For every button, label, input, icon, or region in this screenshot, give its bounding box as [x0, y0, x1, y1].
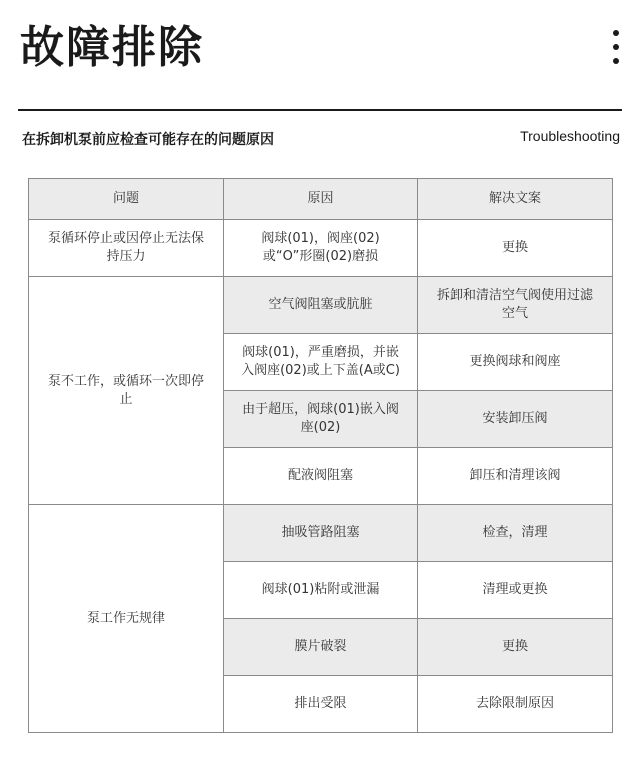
troubleshooting-table	[28, 178, 613, 733]
cause-cell: 空气阀阻塞或肮脏	[224, 277, 418, 334]
app-header	[0, 0, 640, 112]
table-row	[29, 277, 613, 334]
table-row	[29, 505, 613, 562]
header-divider	[18, 109, 622, 111]
more-vertical-icon[interactable]	[604, 30, 628, 64]
solution-cell: 更换	[418, 619, 613, 676]
page-title: 故障排除	[20, 22, 204, 73]
section-subtitle: 在拆卸机泵前应检查可能存在的问题原因	[22, 132, 274, 148]
solution-cell: 拆卸和清洁空气阀使用过滤空气	[418, 277, 613, 334]
solution-cell: 清理或更换	[418, 562, 613, 619]
table-header-row	[29, 179, 613, 220]
problem-cell: 泵循环停止或因停止无法保持压力	[29, 220, 224, 277]
cause-cell: 阀球(01)粘附或泄漏	[224, 562, 418, 619]
cause-cell: 排出受限	[224, 676, 418, 733]
cause-cell: 抽吸管路阻塞	[224, 505, 418, 562]
cause-cell: 膜片破裂	[224, 619, 418, 676]
problem-cell: 泵工作无规律	[29, 505, 224, 733]
column-header-solution: 解决文案	[418, 179, 613, 220]
problem-cell: 泵不工作，或循环一次即停止	[29, 277, 224, 505]
column-header-problem: 问题	[29, 179, 224, 220]
solution-cell: 卸压和清理该阀	[418, 448, 613, 505]
solution-cell: 检查，清理	[418, 505, 613, 562]
solution-cell: 更换阀球和阀座	[418, 334, 613, 391]
cause-cell: 由于超压，阀球(01)嵌入阀座(02)	[224, 391, 418, 448]
cause-cell: 阀球(01)，阀座(02)或“O”形圈(02)磨损	[224, 220, 418, 277]
cause-cell: 阀球(01)，严重磨损，并嵌入阀座(02)或上下盖(A或C)	[224, 334, 418, 391]
section-subtitle-en: Troubleshooting	[520, 128, 620, 144]
solution-cell: 去除限制原因	[418, 676, 613, 733]
table-row	[29, 220, 613, 277]
column-header-cause: 原因	[224, 179, 418, 220]
solution-cell: 安装卸压阀	[418, 391, 613, 448]
solution-cell: 更换	[418, 220, 613, 277]
cause-cell: 配液阀阻塞	[224, 448, 418, 505]
